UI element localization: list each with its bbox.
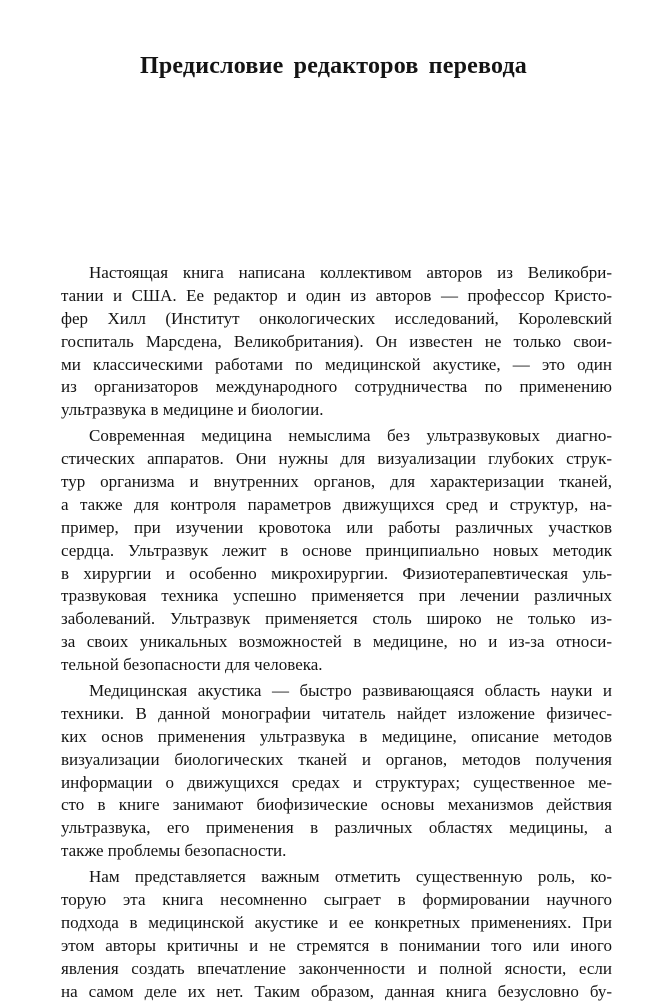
text-line: фер Хилл (Институт онкологических исследований, Королевский bbox=[61, 308, 612, 328]
text-line: сто в книге занимают биофизические основы механизмов действия bbox=[61, 795, 612, 815]
text-line: тельной безопасности для человека. bbox=[61, 655, 323, 675]
text-line: в хирургии и особенно микрохирургии. Физиотерапевтическая уль- bbox=[61, 563, 612, 583]
text-line: а также для контроля параметров движущихся сред и структур, на- bbox=[61, 494, 612, 514]
text-line: за своих уникальных возможностей в медицине, но и из-за относи- bbox=[61, 632, 612, 652]
text-line: тании и США. Ее редактор и один из авторов — профессор Кристо- bbox=[61, 285, 612, 305]
text-line: Настоящая книга написана коллективом авторов из Великобри- bbox=[89, 263, 612, 282]
text-line: торую эта книга несомненно сыграет в формировании научного bbox=[61, 890, 612, 910]
text-line: ультразвука, его применения в различных областях медицины, а bbox=[61, 818, 612, 838]
text-line: стических аппаратов. Они нужны для визуализации глубоких струк- bbox=[61, 449, 612, 469]
text-line: заболеваний. Ультразвук применяется столь широко не только из- bbox=[61, 609, 612, 629]
text-line: Медицинская акустика — быстро развивающаяся область науки и bbox=[89, 681, 612, 701]
text-line: сердца. Ультразвук лежит в основе принципиально новых методик bbox=[61, 540, 612, 560]
text-line: Современная медицина немыслима без ультразвуковых диагно- bbox=[89, 426, 612, 446]
paragraph bbox=[61, 425, 612, 677]
text-line: визуализации биологических тканей и органов, методов получения bbox=[61, 749, 612, 769]
body-text bbox=[61, 262, 612, 1004]
text-line: информации о движущихся средах и структурах; существенное ме- bbox=[61, 772, 612, 792]
text-line: из организаторов международного сотрудничества по применению bbox=[61, 377, 612, 397]
text-line: ультразвука в медицине и биологии. bbox=[61, 400, 324, 420]
text-line: ких основ применения ультразвука в медицине, описание методов bbox=[61, 726, 612, 746]
text-line: тразвуковая техника успешно применяется при лечении различных bbox=[61, 586, 612, 606]
paragraph bbox=[61, 680, 612, 863]
text-line: тур организма и внутренних органов, для характеризации тканей, bbox=[61, 472, 612, 492]
paragraph bbox=[61, 262, 612, 422]
text-line: техники. В данной монографии читатель найдет изложение физичес- bbox=[61, 703, 612, 723]
text-line: явления создать впечатление законченности и полной ясности, если bbox=[61, 958, 612, 978]
paragraph bbox=[61, 866, 612, 1003]
text-line: пример, при изучении кровотока или работы различных участков bbox=[61, 517, 612, 537]
text-line: также проблемы безопасности. bbox=[61, 841, 287, 861]
page-title: Предисловие редакторов перевода bbox=[139, 53, 528, 79]
text-line: на самом деле их нет. Таким образом, данная книга безусловно бу- bbox=[61, 981, 612, 1001]
text-line: подхода в медицинской акустике и ее конкретных применениях. При bbox=[61, 912, 612, 932]
text-line: госпиталь Марсдена, Великобритания). Он известен не только свои- bbox=[61, 331, 612, 351]
text-line: этом авторы критичны и не стремятся в понимании того или иного bbox=[61, 935, 612, 955]
text-line: ми классическими работами по медицинской акустике, — это один bbox=[61, 354, 612, 374]
text-line: Нам представляется важным отметить существенную роль, ко- bbox=[89, 867, 612, 887]
